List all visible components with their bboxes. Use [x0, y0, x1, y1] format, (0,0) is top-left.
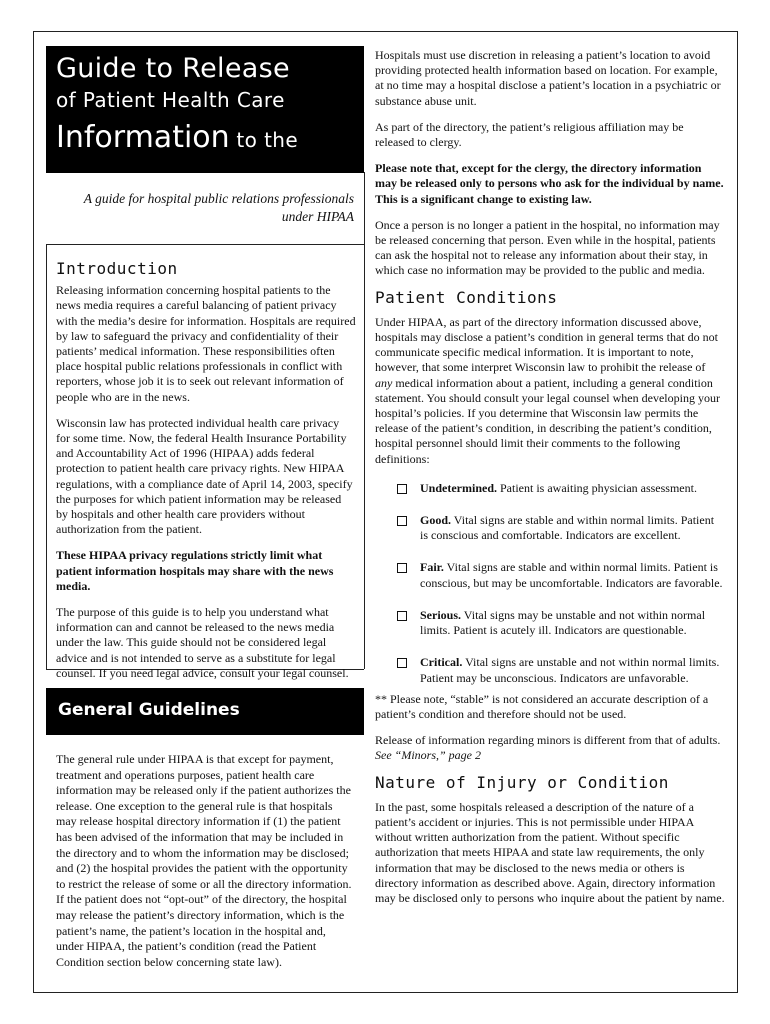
condition-desc: Vital signs may be unstable and not within normal limits. Patient is acutely ill. Indicators are questionable.	[420, 607, 706, 638]
nature-of-injury-paragraph: In the past, some hospitals released a description of the nature of a patient’s accident or injuries. This is not permissible under HIPAA without written authorization from the patient. Without specific authorization that meets HIPAA and state law requirements, the only information that may be disclosed to the news media or others is directory information as described above. Again, directory information may be disclosed only to persons who inquire about the patient by name.	[375, 799, 725, 905]
condition-desc: Patient is awaiting physician assessment.	[497, 480, 697, 495]
condition-term: Fair.	[420, 560, 444, 575]
condition-term: Serious.	[420, 607, 462, 622]
pc-text-a: Under HIPAA, as part of the directory information discussed above, hospitals may disclose a patient’s condition in general terms that do not communicate specific medical information. It is important to note, however, that some interpret Wisconsin law to prohibit the release of	[375, 314, 718, 375]
intro-paragraph-2: Wisconsin law has protected individual health care privacy for some time. Now, the federal Health Insurance Portability and Accountability Act of 1996 (HIPAA) adds federal protection to patient health care privacy rights. New HIPAA regulations, with a compliance date of April 14, 2003, specify the purposes for which patient information may be released by hospitals and other health care providers without authorization from the patient.	[56, 415, 353, 537]
location-paragraph: Hospitals must use discretion in releasing a patient’s location to avoid providing protected health information based on location. For example, at no time may a hospital disclose a patient’s location in a psychiatric or substance abuse unit.	[375, 48, 721, 108]
directory-note-paragraph: Please note that, except for the clergy, the directory information may be released only to persons who ask for the individual by name. This is a significant change to existing law.	[375, 161, 724, 206]
intro-paragraph-4: The purpose of this guide is to help you understand what information can and cannot be released to the news media under the law. This guide should not be considered legal advice and is not intended to serve as a substitute for legal counsel. If you need legal advice, consult your legal counsel.	[56, 605, 349, 680]
intro-top-rule	[46, 244, 364, 245]
right-column	[375, 48, 725, 917]
general-guidelines-section	[56, 752, 356, 981]
pc-text-any: any	[375, 375, 393, 390]
condition-item-good	[375, 513, 725, 543]
title-line-2: of Patient Health Care	[56, 88, 285, 112]
no-longer-patient-paragraph: Once a person is no longer a patient in the hospital, no information may be released concerning that person. Even while in the hospital, patients can ask the hospital not to release any information about their stay, in which case no information may be provided to the public and media.	[375, 217, 720, 278]
condition-term: Undetermined.	[420, 480, 497, 495]
general-guidelines-paragraph: The general rule under HIPAA is that except for payment, treatment and operations purposes, patient health care information may be released only if the patient authorizes the release. One exception to the general rule is that hospitals may release hospital directory information if (1) the patient has been advised of the information that may be included in the directory and to whom the information may be disclosed; and (2) the hospital provides the patient with the opportunity to restrict the release of some or all the directory information. If the patient does not “opt-out” of the directory, the hospital may release the patient’s directory information, which is the patient’s name, the patient’s location in the hospital and, under HIPAA, the patient’s condition (read the Patient Condition section below concerning state law).	[56, 752, 352, 969]
condition-term: Good.	[420, 513, 452, 528]
nature-of-injury-heading: Nature of Injury or Condition	[375, 772, 669, 792]
checkbox-bullet-icon	[397, 484, 407, 494]
title-line-3-small: to the Media	[56, 128, 299, 194]
general-guidelines-heading-box	[46, 688, 364, 735]
title-divider-vertical	[364, 172, 365, 244]
subtitle: A guide for hospital public relations professionals under HIPAA	[83, 191, 354, 224]
general-guidelines-heading: General Guidelines	[58, 700, 240, 720]
condition-desc: Vital signs are stable and within normal limits. Patient is conscious and comfortable. Indicators are excellent.	[420, 513, 715, 543]
intro-left-rule	[46, 244, 47, 669]
minors-text: Release of information regarding minors is different from that of adults.	[375, 733, 721, 748]
condition-item-undetermined	[375, 481, 725, 496]
title-line-1: Guide to Release	[56, 53, 290, 84]
clergy-paragraph: As part of the directory, the patient’s religious affiliation may be released to clergy.	[375, 119, 684, 150]
checkbox-bullet-icon	[397, 611, 407, 621]
minors-reference: See “Minors,” page 2	[375, 748, 481, 763]
condition-definitions-list	[375, 481, 725, 686]
patient-conditions-paragraph	[375, 315, 725, 467]
condition-item-fair	[375, 560, 725, 590]
intro-paragraph-1: Releasing information concerning hospital patients to the news media requires a careful balancing of patient privacy with the media’s desire for information. Hospitals are required by law to safeguard the privacy and confidentiality of their patients’ medical information. These responsibilities often place hospital public relations professionals in conflict with reporters, whose job it is to seek out relevant information of people who are in the news.	[56, 283, 356, 404]
condition-item-critical	[375, 655, 725, 685]
condition-desc: Vital signs are stable and within normal limits. Patient is conscious, but may be uncomfortable. Indicators are favorable.	[420, 560, 723, 590]
title-line-3-big: Information	[56, 120, 230, 155]
intro-paragraph-3: These HIPAA privacy regulations strictly limit what patient information hospitals may share with the news media.	[56, 548, 334, 593]
patient-conditions-heading: Patient Conditions	[375, 287, 558, 307]
checkbox-bullet-icon	[397, 516, 407, 526]
condition-item-serious	[375, 608, 725, 638]
intro-right-rule	[364, 244, 365, 669]
condition-desc: Vital signs are unstable and not within normal limits. Patient may be unconscious. Indicators are unfavorable.	[420, 655, 720, 685]
title-block	[46, 46, 364, 194]
checkbox-bullet-icon	[397, 658, 407, 668]
stable-note-paragraph: ** Please note, “stable” is not considered an accurate description of a patient’s condition and therefore should not be used.	[375, 691, 709, 721]
introduction-section	[56, 261, 356, 692]
checkbox-bullet-icon	[397, 563, 407, 573]
minors-paragraph	[375, 733, 725, 763]
condition-term: Critical.	[420, 655, 463, 670]
pc-text-b: medical information about a patient, including a general condition statement. You should consult your legal counsel when developing your hospital’s policies. If you determine that Wisconsin law permits the release of the patient’s condition, in describing the patient’s condition, hospital personnel should limit their comments to the following definitions:	[375, 375, 720, 466]
introduction-heading: Introduction	[56, 259, 178, 278]
